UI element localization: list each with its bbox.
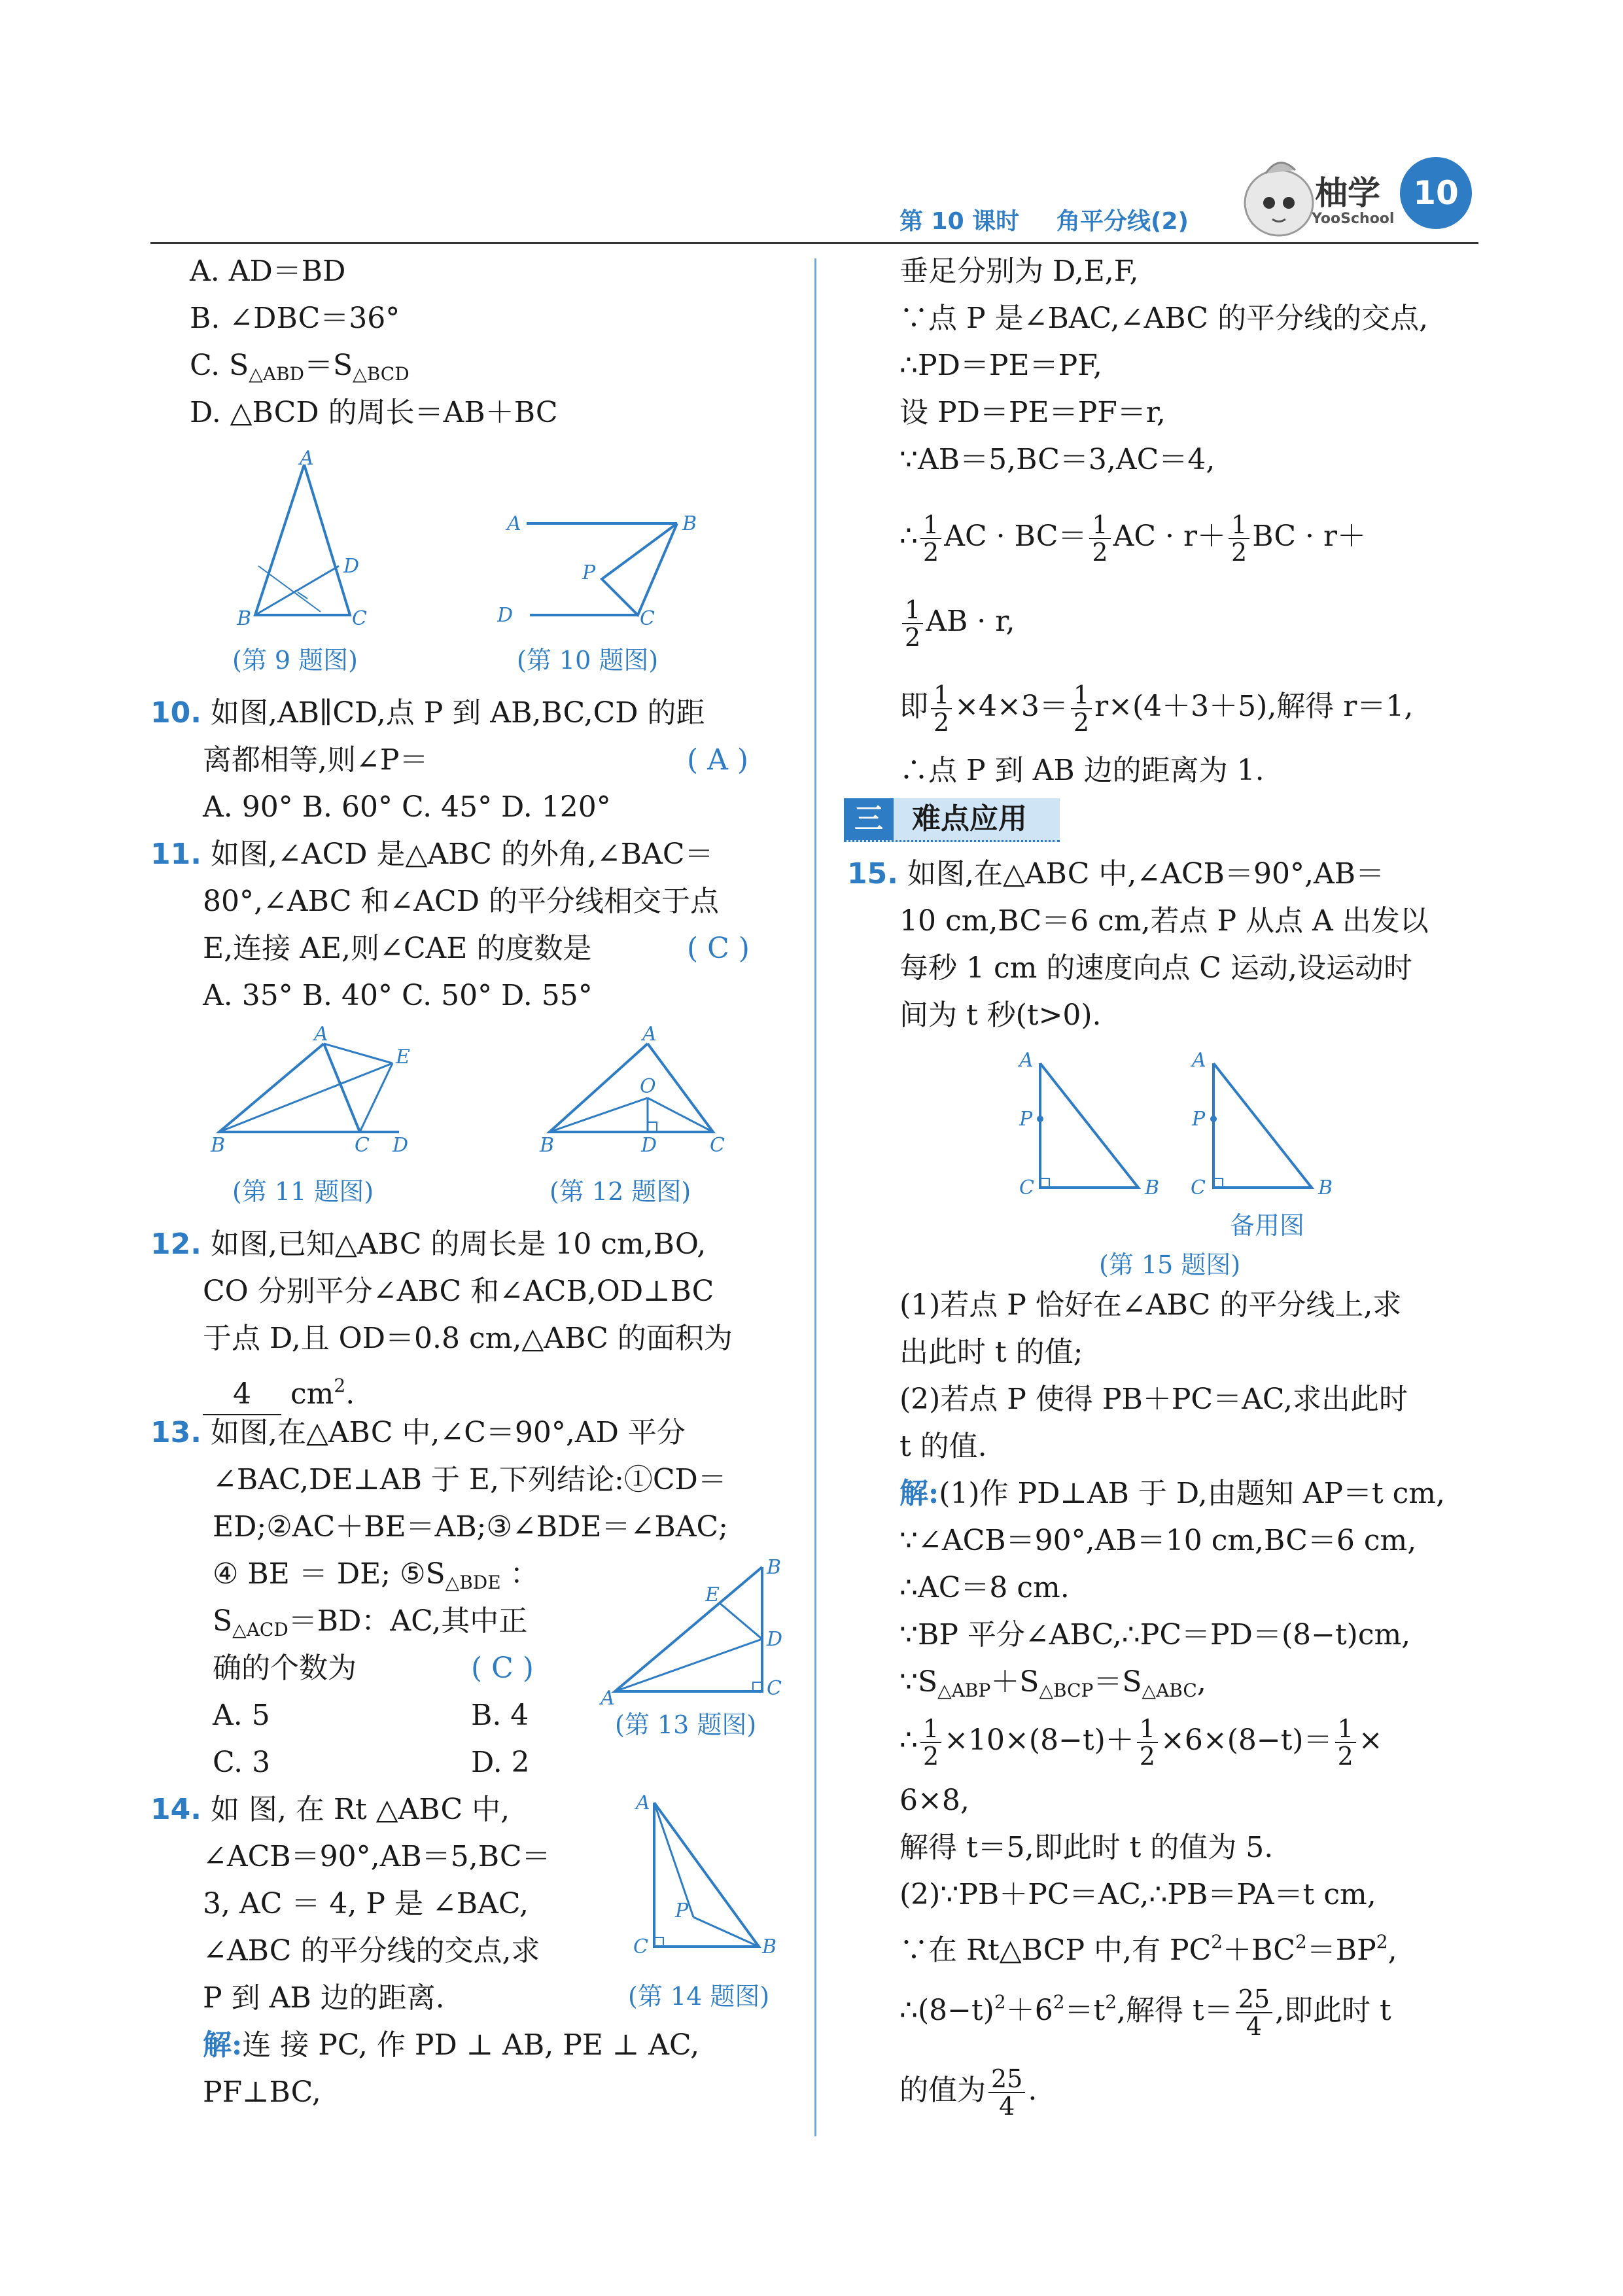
fig13-label-a: A xyxy=(601,1687,615,1710)
q15-part1: (1)若点 P 恰好在∠ABC 的平分线上,求 xyxy=(899,1288,1402,1322)
fig9-label-c: C xyxy=(352,607,367,630)
fig15-caption: (第 15 题图) xyxy=(1099,1250,1241,1279)
fig15b-label-b: B xyxy=(1318,1176,1333,1199)
q10-line1: 10. 如图,AB∥CD,点 P 到 AB,BC,CD 的距 xyxy=(150,696,705,730)
r-line7: $\frac{1}{2}$ AB · r, xyxy=(899,592,1015,651)
q10-options: A. 90° B. 60° C. 45° D. 120° xyxy=(203,790,611,824)
q13-option-d: D. 2 xyxy=(471,1746,530,1779)
q13-line5: $S_{\triangle ACD}=BD$：AC,其中正 xyxy=(213,1604,528,1640)
q10-answer: ( A ) xyxy=(687,743,749,777)
fig11-label-e: E xyxy=(396,1046,410,1069)
fig9-label-d: D xyxy=(343,555,360,578)
fig15-label-c: C xyxy=(1019,1176,1034,1199)
s-line3: ∴AC＝8 cm. xyxy=(899,1571,1070,1604)
q12-answer: 4 xyxy=(203,1375,281,1415)
r-line4: 设 PD＝PE＝PF＝r, xyxy=(899,396,1166,429)
q14-line1: 14. 如 图, 在 Rt △ABC 中, xyxy=(150,1793,510,1826)
fig15-label-b: B xyxy=(1145,1176,1160,1199)
section-title: 难点应用 xyxy=(912,802,1027,836)
q13-answer: ( C ) xyxy=(471,1651,534,1685)
section-number: 三 xyxy=(844,798,894,840)
topic-label: 角平分线(2) xyxy=(1056,208,1189,235)
figure-15-main xyxy=(1007,1044,1178,1201)
s-line2: ∵∠ACB＝90°,AB＝10 cm,BC＝6 cm, xyxy=(899,1524,1417,1557)
q14-line2: ∠ACB＝90°,AB＝5,BC＝ xyxy=(203,1840,551,1873)
figure-9 xyxy=(222,445,393,635)
q15-line3: 每秒 1 cm 的速度向点 C 运动,设运动时 xyxy=(899,951,1412,985)
s-line5: $\because S_{\triangle ABP}+S_{\triangle BCP}=S_{\triangle ABC}$, xyxy=(899,1665,1206,1701)
fig15-spare-caption: 备用图 xyxy=(1230,1211,1305,1240)
fig10-label-a: A xyxy=(507,512,521,535)
figure-15-spare xyxy=(1178,1044,1348,1201)
figure-14 xyxy=(628,1790,792,1960)
q14-line4: ∠ABC 的平分线的交点,求 xyxy=(203,1934,540,1968)
fig14-label-p: P xyxy=(675,1899,689,1922)
fig10-caption: (第 10 题图) xyxy=(517,646,659,675)
r-line3: ∴PD＝PE＝PF, xyxy=(899,349,1102,382)
q13-line3: ED;②AC＋BE＝AB;③∠BDE＝∠BAC; xyxy=(213,1510,729,1544)
fig14-label-a: A xyxy=(636,1792,650,1814)
q14-line5: P 到 AB 边的距离. xyxy=(203,1981,445,2015)
fig14-label-c: C xyxy=(633,1935,648,1958)
fig9-caption: (第 9 题图) xyxy=(232,646,358,675)
q11-line3: E,连接 AE,则∠CAE 的度数是 xyxy=(203,932,592,965)
q9-option-b: B. ∠DBC＝36° xyxy=(190,302,400,335)
figure-10 xyxy=(497,504,713,635)
fig15b-label-c: C xyxy=(1191,1176,1206,1199)
q12-line2: CO 分别平分∠ABC 和∠ACB,OD⊥BC xyxy=(203,1275,714,1308)
fig12-caption: (第 12 题图) xyxy=(550,1177,691,1206)
q13-option-a: A. 5 xyxy=(213,1699,270,1732)
fig11-label-c: C xyxy=(355,1134,370,1157)
s-line11: $\therefore(8-t)^2+6^2=t^2$,解得 t＝ $\frac{25}{4}$ ,即此时 t xyxy=(899,1984,1391,2041)
q15-line1: 15. 如图,在△ABC 中,∠ACB＝90°,AB＝ xyxy=(847,857,1385,891)
page-number-badge xyxy=(1400,157,1472,229)
header xyxy=(0,0,1623,249)
section-header xyxy=(844,798,1060,842)
r-line5: ∵AB＝5,BC＝3,AC＝4, xyxy=(899,443,1215,476)
q14-solution-line2: PF⊥BC, xyxy=(203,2075,321,2109)
figure-12 xyxy=(530,1021,733,1165)
q12-line3: 于点 D,且 OD＝0.8 cm,△ABC 的面积为 xyxy=(203,1322,733,1355)
fig12-label-o: O xyxy=(640,1075,656,1098)
q9-option-c: C. $S_{\triangle ABD}=S_{\triangle BCD}$ xyxy=(190,349,410,385)
s-line12: 的值为 $\frac{25}{4}$ . xyxy=(899,2064,1038,2121)
q13-line6: 确的个数为 xyxy=(213,1651,357,1685)
q15-part2b: t 的值. xyxy=(899,1430,987,1463)
q12-line4: 4 $cm^2$. xyxy=(203,1366,355,1415)
q13-option-c: C. 3 xyxy=(213,1746,271,1779)
q9-option-a: A. AD＝BD xyxy=(190,255,346,288)
fig13-label-b: B xyxy=(767,1556,782,1579)
fig14-caption: (第 14 题图) xyxy=(628,1982,770,2011)
fig13-label-c: C xyxy=(767,1677,782,1700)
fig12-label-d: D xyxy=(641,1134,657,1157)
q15-part2: (2)若点 P 使得 PB＋PC＝AC,求出此时 xyxy=(899,1383,1408,1416)
s-line6: ∴ $\frac{1}{2}$ ×10×(8−t)＋ $\frac{1}{2}$ ×6×(8−t)＝ $\frac{1}{2}$ × xyxy=(899,1714,1383,1771)
r-line9: ∴点 P 到 AB 边的距离为 1. xyxy=(899,754,1265,787)
s-line9: (2)∵PB＋PC＝AC,∴PB＝PA＝t cm, xyxy=(899,1878,1376,1911)
fig13-label-d: D xyxy=(767,1628,783,1651)
s-line8: 解得 t＝5,即此时 t 的值为 5. xyxy=(899,1831,1274,1864)
fig11-label-a: A xyxy=(314,1023,328,1046)
fig12-label-a: A xyxy=(642,1023,657,1046)
fig9-label-a: A xyxy=(300,447,314,470)
q13-line2: ∠BAC,DE⊥AB 于 E,下列结论:①CD＝ xyxy=(213,1463,727,1496)
s-line10: ∵在 Rt△BCP 中,有 $PC^2+BC^2=BP^2$, xyxy=(899,1931,1397,1967)
brand-cn: 柚学 xyxy=(1315,174,1380,212)
q13-line4: ④ BE ＝ DE; $⑤S_{\triangle BDE}$ ： xyxy=(213,1557,539,1593)
fig15-label-p: P xyxy=(1019,1108,1033,1131)
column-divider xyxy=(814,258,816,2136)
q14-line3: 3, AC ＝ 4, P 是 ∠BAC, xyxy=(203,1887,529,1920)
r-line8: 即 $\frac{1}{2}$ ×4×3＝ $\frac{1}{2}$ r×(4＋3＋5),解得 r＝1, xyxy=(899,680,1414,737)
fig13-label-e: E xyxy=(705,1583,720,1606)
fig10-label-c: C xyxy=(640,607,655,630)
q15-part1b: 出此时 t 的值; xyxy=(899,1335,1083,1369)
q14-solution-line1: 解:连 接 PC, 作 PD ⊥ AB, PE ⊥ AC, xyxy=(203,2028,700,2062)
q9-option-d: D. △BCD 的周长＝AB＋BC xyxy=(190,396,558,429)
fig11-label-d: D xyxy=(393,1134,409,1157)
q11-line1: 11. 如图,∠ACD 是△ABC 的外角,∠BAC＝ xyxy=(150,838,714,871)
fig15b-label-a: A xyxy=(1192,1049,1206,1072)
s-line1: 解:(1)作 PD⊥AB 于 D,由题知 AP＝t cm, xyxy=(899,1477,1445,1510)
q11-answer: ( C ) xyxy=(687,932,750,965)
s-line7: 6×8, xyxy=(899,1784,969,1817)
r-line2: ∵点 P 是∠BAC,∠ABC 的平分线的交点, xyxy=(899,302,1429,335)
fig10-label-p: P xyxy=(582,561,596,584)
q13-option-b: B. 4 xyxy=(471,1699,529,1732)
page-number: 10 xyxy=(1413,174,1459,212)
fig15-label-a: A xyxy=(1019,1049,1034,1072)
fig10-label-b: B xyxy=(682,512,697,535)
fig11-caption: (第 11 题图) xyxy=(232,1177,374,1206)
fig10-label-d: D xyxy=(497,604,514,627)
brand-en: YooSchool xyxy=(1312,211,1395,227)
r-line6: ∴ $\frac{1}{2}$ AC · BC＝ $\frac{1}{2}$ AC · r＋ $\frac{1}{2}$ BC · r＋ xyxy=(899,510,1367,567)
q15-line2: 10 cm,BC＝6 cm,若点 P 从点 A 出发以 xyxy=(899,904,1429,938)
fig9-label-b: B xyxy=(237,607,252,630)
fig12-label-c: C xyxy=(710,1134,725,1157)
figure-11 xyxy=(203,1021,419,1165)
s-line4: ∵BP 平分∠ABC,∴PC＝PD＝(8−t)cm, xyxy=(899,1618,1411,1651)
fig14-label-b: B xyxy=(762,1935,777,1958)
fig15b-label-p: P xyxy=(1192,1108,1206,1131)
q11-line2: 80°,∠ABC 和∠ACD 的平分线相交于点 xyxy=(203,885,719,918)
lesson-label: 第 10 课时 xyxy=(899,208,1020,235)
fig13-caption: (第 13 题图) xyxy=(615,1710,757,1739)
figure-13 xyxy=(595,1554,792,1711)
fig12-label-b: B xyxy=(540,1134,555,1157)
q12-line1: 12. 如图,已知△ABC 的周长是 10 cm,BO, xyxy=(150,1227,707,1261)
q13-line1: 13. 如图,在△ABC 中,∠C＝90°,AD 平分 xyxy=(150,1416,686,1449)
q10-line2: 离都相等,则∠P＝ xyxy=(203,743,428,777)
fig11-label-b: B xyxy=(211,1134,226,1157)
header-rule xyxy=(150,242,1478,244)
q11-options: A. 35° B. 40° C. 50° D. 55° xyxy=(203,979,593,1012)
q15-line4: 间为 t 秒(t>0). xyxy=(899,998,1102,1032)
r-line1: 垂足分别为 D,E,F, xyxy=(899,255,1139,288)
